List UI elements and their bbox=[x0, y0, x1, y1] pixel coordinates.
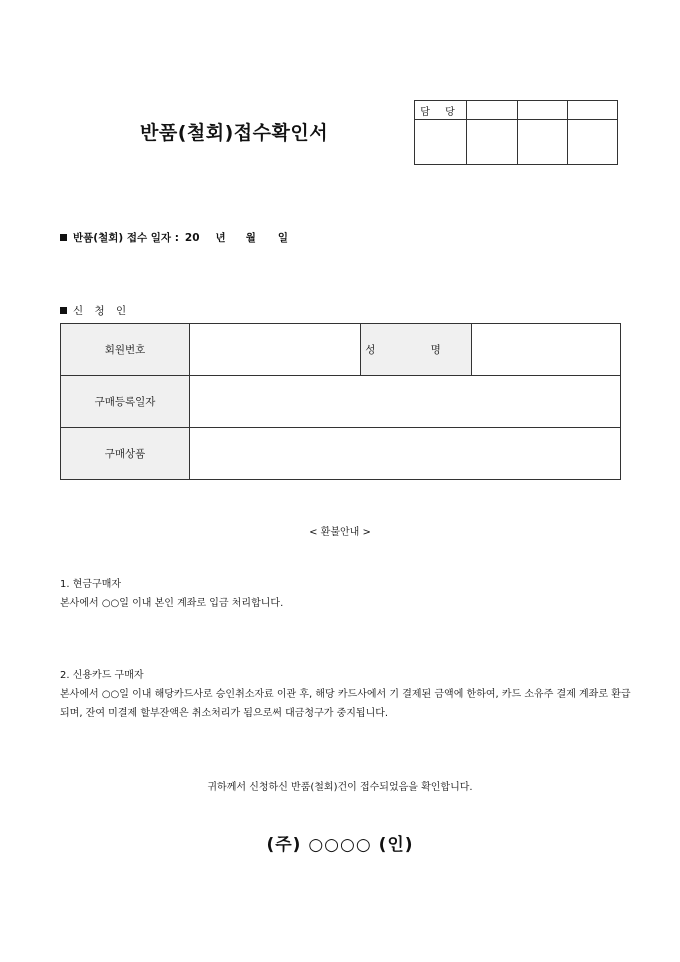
receipt-year-unit: 년 bbox=[215, 232, 226, 244]
approval-box bbox=[414, 100, 618, 165]
applicant-table bbox=[60, 323, 621, 480]
card-section bbox=[60, 666, 635, 723]
name-label: 성 명 bbox=[365, 344, 467, 356]
product-label: 구매상품 bbox=[61, 428, 190, 480]
name-field[interactable] bbox=[472, 324, 621, 376]
applicant-section-label bbox=[60, 303, 130, 318]
card-title: 2. 신용카드 구매자 bbox=[60, 670, 144, 681]
purchase-date-label: 구매등록일자 bbox=[61, 376, 190, 428]
approval-cell bbox=[518, 101, 568, 120]
cash-body: 본사에서 ○○일 이내 본인 계좌로 입금 처리합니다. bbox=[60, 598, 284, 609]
square-bullet-icon bbox=[60, 234, 67, 241]
receipt-year-prefix: 20 bbox=[184, 231, 200, 244]
receipt-date-label: 반품(철회) 접수 일자 : bbox=[73, 232, 179, 244]
cash-title: 1. 현금구매자 bbox=[60, 579, 122, 590]
receipt-month-unit: 월 bbox=[245, 232, 256, 244]
member-no-label: 회원번호 bbox=[61, 324, 190, 376]
receipt-date-line bbox=[60, 230, 288, 245]
approval-label: 담 당 bbox=[415, 101, 467, 120]
cash-section bbox=[60, 575, 635, 613]
approval-sign-cell bbox=[518, 120, 568, 165]
square-bullet-icon bbox=[60, 307, 67, 314]
document-title: 반품(철회)접수확인서 bbox=[140, 122, 329, 144]
applicant-heading: 신 청 인 bbox=[73, 305, 131, 317]
purchase-date-field[interactable] bbox=[190, 376, 621, 428]
approval-sign-cell bbox=[467, 120, 518, 165]
approval-cell bbox=[568, 101, 618, 120]
company-signature: (주) ○○○○ (인) bbox=[266, 835, 414, 855]
product-field[interactable] bbox=[190, 428, 621, 480]
member-no-field[interactable] bbox=[190, 324, 361, 376]
card-body: 본사에서 ○○일 이내 해당카드사로 승인취소자료 이관 후, 해당 카드사에서 기 결제된 금액에 한하여, 카드 소유주 결제 계좌로 환급되며, 잔여 미결제 할부잔액은 취소처리가 됨으로써 대금청구가 중지됩니다. bbox=[60, 689, 631, 719]
approval-cell bbox=[467, 101, 518, 120]
receipt-day-unit: 일 bbox=[277, 232, 289, 244]
refund-guide-heading: < 환불안내 > bbox=[309, 527, 371, 538]
name-label-cell bbox=[361, 324, 472, 376]
approval-sign-cell bbox=[415, 120, 467, 165]
approval-sign-cell bbox=[568, 120, 618, 165]
confirmation-text: 귀하께서 신청하신 반품(철회)건이 접수되었음을 확인합니다. bbox=[207, 782, 473, 793]
